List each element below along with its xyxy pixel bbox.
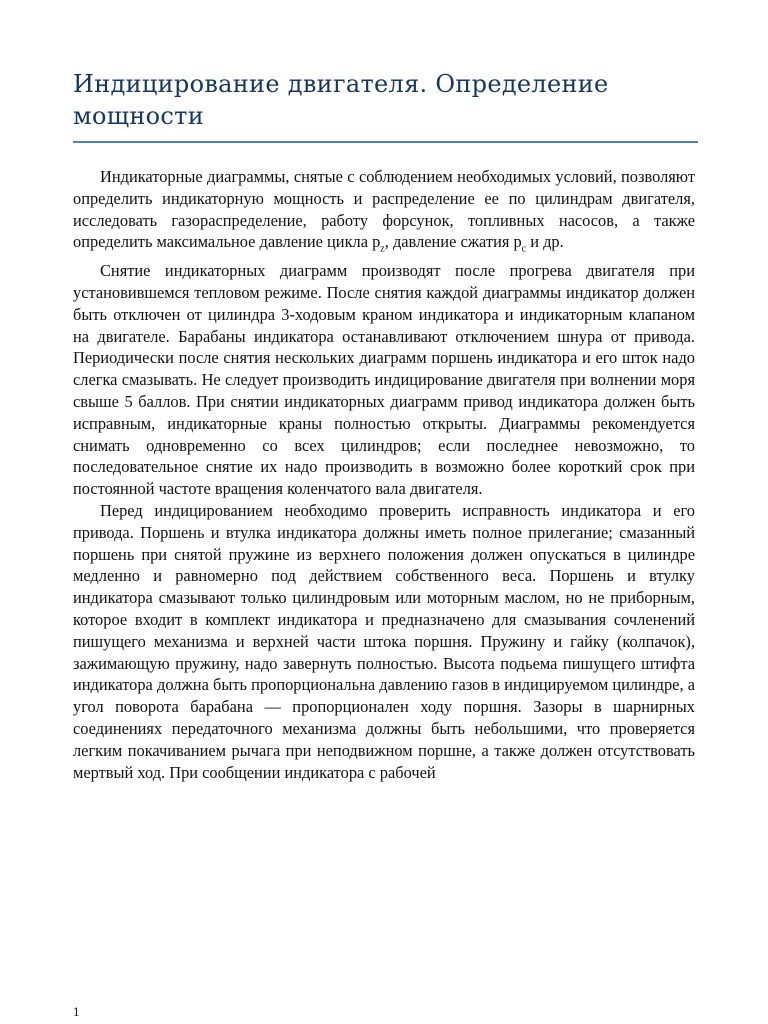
page-title: Индицирование двигателя. Определение мощности xyxy=(73,70,609,130)
page-number: 1 xyxy=(73,1004,80,1019)
subscript-c: c xyxy=(521,243,527,255)
paragraph-2: Снятие индикаторных диаграмм производят после прогрева двигателя при установившемся тепловом режиме. После снятия каждой диаграммы индикатор должен быть отключен от цилиндра 3-ходовым краном индикатора и индикаторным клапаном на двигателе. Барабаны индикатора останавливают отключением шнура от привода. Периодически после снятия нескольких диаграмм поршень индикатора и его шток надо слегка смазывать. Не следует производить индицирование двигателя при волнении моря свыше 5 баллов. При снятии индикаторных диаграмм привод индикатора должен быть исправным, индикаторные краны полностью открыты. Диаграммы рекомендуется снимать одновременно со всех цилиндров; если последнее невозможно, то последовательное снятие их надо производить в возможно более короткий срок при постоянной частоте вращения коленчатого вала двигателя. xyxy=(73,261,695,499)
paragraph-1-text-middle: , давление сжатия p xyxy=(384,232,522,252)
paragraph-1-text-start: Индикаторные диаграммы, снятые с соблюдением необходимых условий, позволяют определить индикаторную мощность и распределение ее по цилиндрам двигателя, исследовать газораспределение, работу форсунок, топливных насосов, а также определить максимальное давление цикла p xyxy=(73,167,695,252)
paragraph-1 xyxy=(73,166,695,253)
title-underline-rule xyxy=(73,141,698,143)
paragraph-1-text-end: и др. xyxy=(526,232,564,252)
body-text xyxy=(73,166,695,783)
subscript-z: z xyxy=(380,243,385,255)
paragraph-3: Перед индицированием необходимо проверить исправность индикатора и его привода. Поршень и втулка индикатора должны иметь полное прилегание; смазанный поршень при снятой пружине из верхнего положения должен опускаться в цилиндре медленно и равномерно под действием собственного веса. Поршень и втулку индикатора смазывают только цилиндровым или моторным маслом, но не приборным, которое входит в комплект индикатора и предназначено для смазывания сочленений пишущего механизма и верхней части штока поршня. Пружину и гайку (колпачок), зажимающую пружину, надо завернуть полностью. Высота подьема пишущего штифта индикатора должна быть пропорциональна давлению газов в индицируемом цилиндре, а угол поворота барабана — пропорционален ходу поршня. Зазоры в шарнирных соединениях передаточного механизма должны быть небольшими, что проверяется легким покачиванием рычага при неподвижном поршне, а также должен отсутствовать мертвый ход. При сообщении индикатора с рабочей xyxy=(73,500,695,782)
